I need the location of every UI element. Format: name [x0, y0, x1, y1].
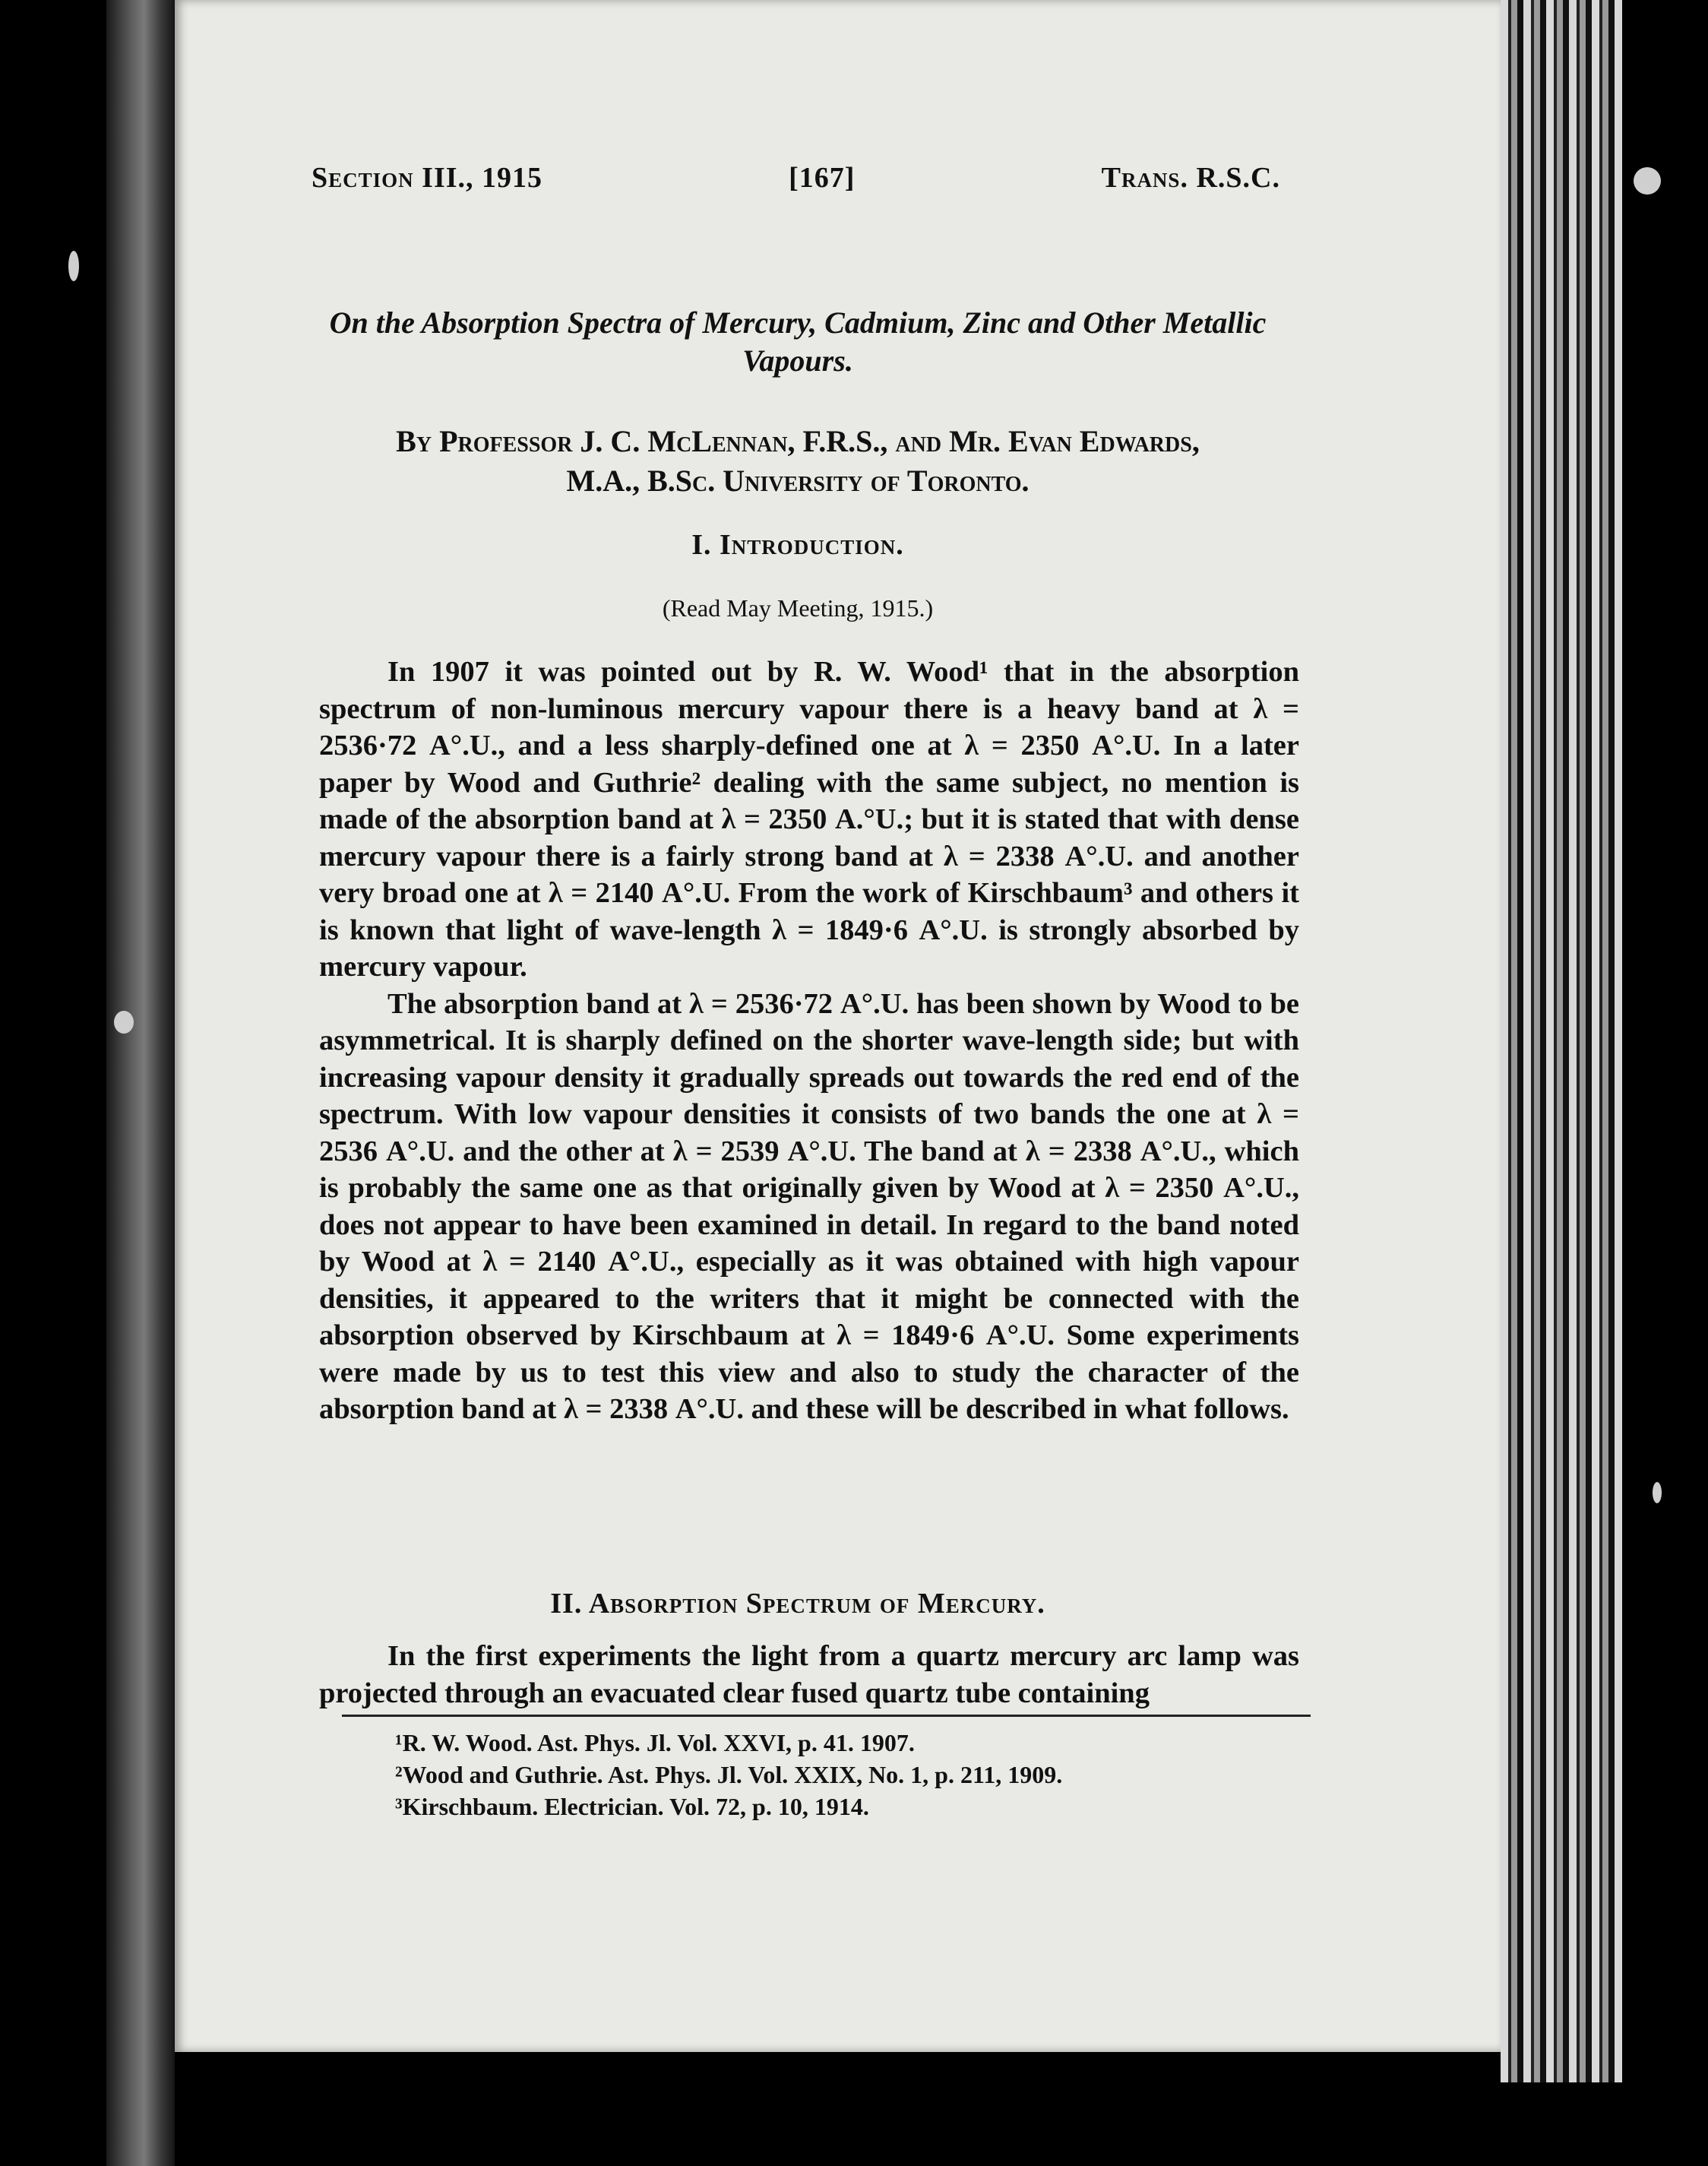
author-line-1: By Professor J. C. McLennan, F.R.S., and Mr. Evan Edwards,: [396, 424, 1200, 458]
footnote: ³Kirschbaum. Electrician. Vol. 72, p. 10, 1914.: [395, 1793, 869, 1820]
introduction-body: [319, 654, 1299, 1428]
book-spine-shadow: [106, 0, 175, 2166]
paragraph: The absorption band at λ = 2536·72 A°.U. has been shown by Wood to be asymmetrical. It is sharply defined on the shorter wave-length side; but with increasing vapour density it gradually spreads out towards the red end of the spectrum. With low vapour densities it consists of two bands the one at λ = 2536 A°.U. and the other at λ = 2539 A°.U. The band at λ = 2338 A°.U., which is probably the same one as that originally given by Wood at λ = 2350 A°.U., does not appear to have been examined in detail. In regard to the band noted by Wood at λ = 2140 A°.U., especially as it was obtained with high vapour densities, it appeared to the writers that it might be connected with the absorption observed by Kirschbaum at λ = 1849·6 A°.U. Some experiments were made by us to test this view and also to study the character of the absorption band at λ = 2338 A°.U. and these will be described in what follows.: [319, 987, 1299, 1425]
scan-speck: [1634, 167, 1661, 195]
section-heading-mercury: II. Absorption Spectrum of Mercury.: [550, 1588, 1045, 1620]
scan-speck: [1653, 1482, 1662, 1503]
read-note: (Read May Meeting, 1915.): [662, 594, 934, 622]
paragraph: In the first experiments the light from a quartz mercury arc lamp was projected through an evacuated clear fused quartz tube containing: [319, 1640, 1299, 1709]
footnote-divider: [342, 1715, 1311, 1717]
author-line: [304, 422, 1292, 501]
paragraph: In 1907 it was pointed out by R. W. Wood¹ that in the absorption spectrum of non-luminous mercury vapour there is a heavy band at λ = 2536·72 A°.U., and a less sharply-defined one at λ = 2350 A°.U. In a later paper by Wood and Guthrie² dealing with the same subject, no mention is made of the absorption band at λ = 2350 A.°U.; but it is stated that with dense mercury vapour there is a fairly strong band at λ = 2338 A°.U. and another very broad one at λ = 2140 A°.U. From the work of Kirschbaum³ and others it is known that light of wave-length λ = 1849·6 A°.U. is strongly absorbed by mercury vapour.: [319, 656, 1299, 983]
page-number: [167]: [789, 162, 856, 194]
running-head: [312, 161, 1280, 199]
footnote: ²Wood and Guthrie. Ast. Phys. Jl. Vol. XXIX, No. 1, p. 211, 1909.: [395, 1761, 1063, 1788]
page-edges: [1501, 0, 1622, 2082]
journal-name: Trans. R.S.C.: [1101, 162, 1280, 194]
section-heading-introduction: I. Introduction.: [691, 529, 904, 561]
scan-speck: [68, 251, 79, 281]
scan-speck: [114, 1011, 134, 1034]
mercury-body: [319, 1638, 1299, 1712]
author-line-2: M.A., B.Sc. University of Toronto.: [566, 464, 1030, 498]
section-year: Section III., 1915: [312, 162, 543, 194]
footnotes: [395, 1727, 1307, 1822]
footnote: ¹R. W. Wood. Ast. Phys. Jl. Vol. XXVI, p. 41. 1907.: [395, 1729, 915, 1756]
article-title: On the Absorption Spectra of Mercury, Cadmium, Zinc and Other Metallic Vapours.: [329, 306, 1267, 378]
